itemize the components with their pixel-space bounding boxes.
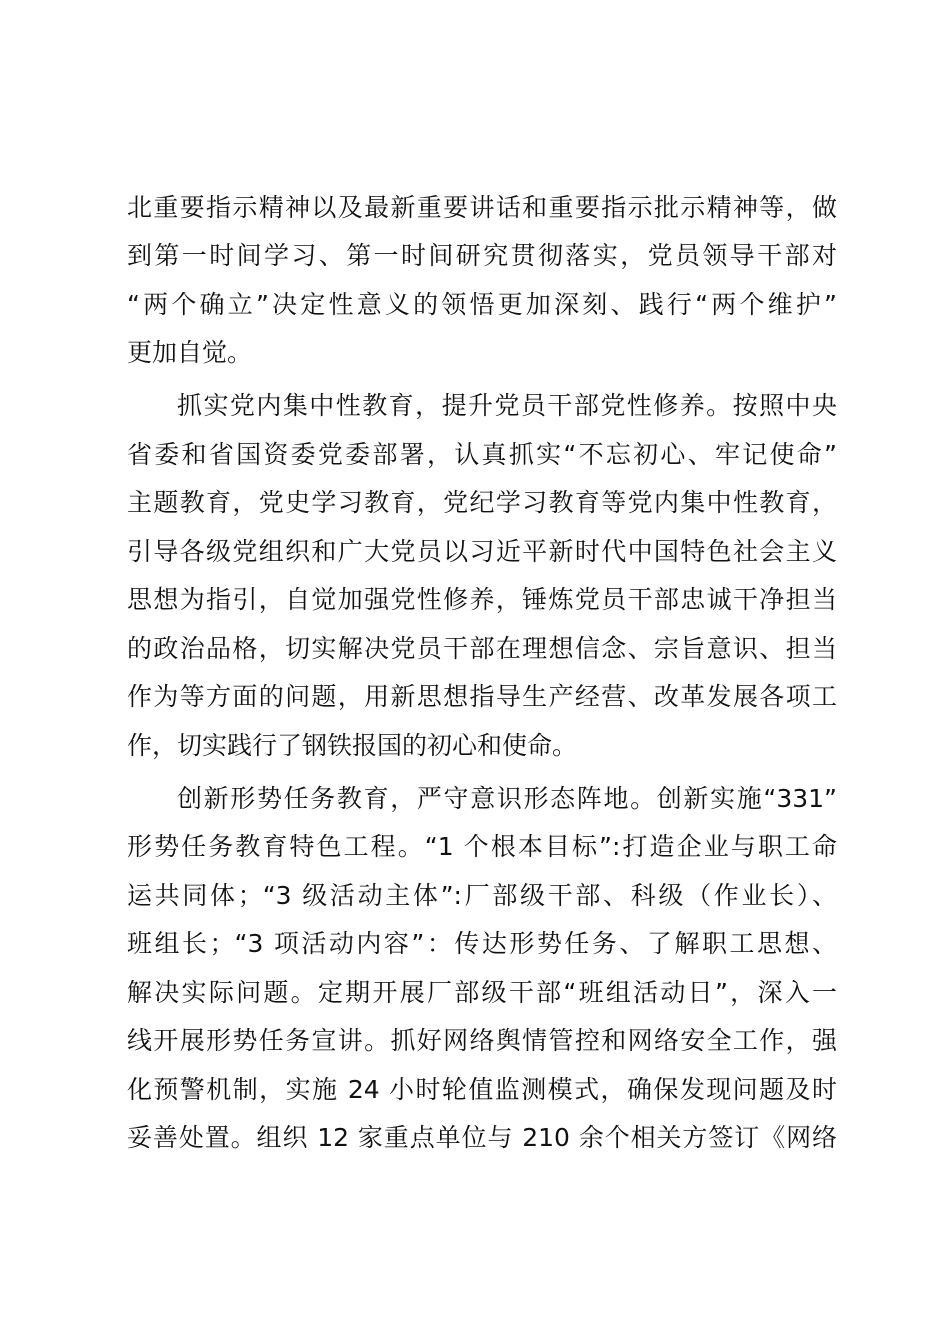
text-line: 妥善处置。组织 12 家重点单位与 210 余个相关方签订《网络: [127, 1123, 837, 1152]
text-line: 更加自觉。: [127, 338, 253, 367]
text-line: 北重要指示精神以及最新重要讲话和重要指示批示精神等，做: [127, 193, 837, 222]
text-line: 的政治品格，切实解决党员干部在理想信念、宗旨意识、担当: [127, 634, 837, 663]
text-line: 运共同体；“3 级活动主体”:厂部级干部、科级（作业长）、: [127, 881, 837, 910]
text-line: 思想为指引，自觉加强党性修养，锤炼党员干部忠诚干净担当: [127, 585, 837, 614]
text-line: 化预警机制，实施 24 小时轮值监测模式，确保发现问题及时: [127, 1075, 837, 1104]
text-line: 作为等方面的问题，用新思想指导生产经营、改革发展各项工: [127, 682, 837, 711]
text-line: 抓实党内集中性教育，提升党员干部党性修养。按照中央: [177, 391, 837, 420]
text-line: 作，切实践行了钢铁报国的初心和使命。: [127, 731, 578, 760]
text-line: 解决实际问题。定期开展厂部级干部“班组活动日”，深入一: [127, 978, 837, 1007]
text-line: 形势任务教育特色工程。“1 个根本目标”:打造企业与职工命: [127, 832, 837, 861]
text-line: 线开展形势任务宣讲。抓好网络舆情管控和网络安全工作，强: [127, 1026, 837, 1055]
text-line: 引导各级党组织和广大党员以习近平新时代中国特色社会主义: [127, 537, 837, 566]
text-line: 班组长；“3 项活动内容”：传达形势任务、了解职工思想、: [127, 929, 837, 958]
text-line: 省委和省国资委党委部署，认真抓实“不忘初心、牢记使命”: [127, 440, 837, 469]
text-line: 到第一时间学习、第一时间研究贯彻落实，党员领导干部对: [127, 241, 837, 270]
text-line: “两个确立”决定性意义的领悟更加深刻、践行“两个维护”: [127, 290, 837, 319]
text-line: 创新形势任务教育，严守意识形态阵地。创新实施“331”: [177, 784, 837, 813]
text-line: 主题教育，党史学习教育，党纪学习教育等党内集中性教育，: [127, 488, 837, 517]
